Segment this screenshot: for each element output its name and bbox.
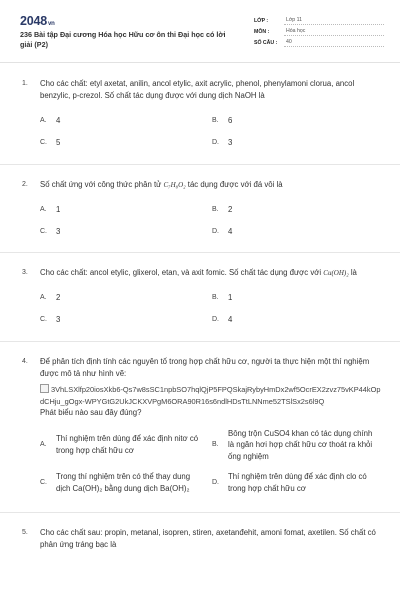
question-list	[0, 64, 400, 562]
choice-label: B.	[212, 294, 219, 302]
question-number: 1.	[22, 80, 28, 87]
quiz-title: 236 Bài tập Đại cương Hóa học Hữu cơ ôn thi Đại học có lời giải (P2)	[20, 30, 226, 49]
question-text: Cho các chất sau: propin, metanal, isopren, stiren, axetanđehit, amoni fomat, axetilen. Số chất có phản ứng tráng bạc là	[40, 527, 376, 550]
choice-label: C.	[40, 479, 47, 487]
choice-c[interactable]	[40, 309, 212, 331]
choice-label: B.	[212, 441, 219, 449]
question-2	[0, 165, 400, 253]
choice-text-before: Trong thí nghiệm trên có thể thay dung dịch	[56, 472, 191, 493]
choice-d[interactable]	[212, 464, 384, 502]
choice-b[interactable]	[212, 198, 384, 220]
choice-d[interactable]	[212, 132, 384, 154]
meta-count-row	[254, 37, 384, 48]
choice-c[interactable]	[40, 464, 212, 502]
choice-label: D.	[212, 227, 219, 235]
question-5	[0, 513, 400, 562]
question-text	[40, 179, 382, 191]
choice-list	[40, 287, 382, 331]
choice-b[interactable]	[212, 426, 384, 464]
choice-list	[40, 110, 382, 154]
choice-a[interactable]	[40, 287, 212, 309]
choice-d[interactable]	[212, 309, 384, 331]
choice-text-mid: bằng dung dịch	[104, 483, 158, 493]
choice-label: C.	[40, 227, 47, 235]
choice-text: 4	[228, 226, 233, 236]
image-alt-text: 3VhLSXlfp20iosXkb6-Qs7w8sSC1npbSO7hqlQjP5FPQSkajRybyHmDx2wf5OcrEX2zvz75vKP44kOpdCHju_gOgx-WPYGtG2UkJCKXVPgM6ORA90R16s6ndlHDsTtLNNme52TSlSx2s6l9Q	[40, 385, 381, 406]
question-text-before: Số chất ứng với công thức phân tử	[40, 179, 162, 189]
question-text: Để phân tích định tính các nguyên tố trong hợp chất hữu cơ, người ta thực hiện một thí nghiệm được mô tả như hình vẽ:	[40, 356, 370, 379]
choice-label: A.	[40, 294, 47, 302]
choice-label: B.	[212, 117, 219, 125]
choice-label: C.	[40, 139, 47, 147]
question-number: 5.	[22, 528, 28, 536]
question-text-after: tác dụng được với đá vôi là	[187, 179, 283, 189]
choice-text: 3	[56, 226, 61, 236]
meta-subject-row	[254, 26, 384, 37]
choice-d[interactable]	[212, 220, 384, 242]
meta-class-row	[254, 15, 384, 26]
meta-count-label: SỐ CÂU :	[254, 39, 278, 46]
choice-text: 4	[228, 315, 233, 325]
question-number: 4.	[22, 357, 28, 365]
meta-count-value: 40	[284, 39, 384, 47]
choice-label: D.	[212, 479, 219, 487]
quiz-meta	[254, 15, 384, 48]
question-text	[40, 267, 382, 279]
choice-label: A.	[40, 117, 47, 125]
choice-list	[40, 426, 382, 502]
choice-text: 3	[228, 138, 233, 148]
question-text: Cho các chất: etyl axetat, anilin, ancol etylic, axit acrylic, phenol, phenylamoni clorua, ancol benzylic, p-crezol. Số chất tác dụng được với dung dịch NaOH là	[40, 79, 355, 101]
choice-a[interactable]	[40, 426, 212, 464]
broken-image	[40, 384, 382, 407]
choice-text: 2	[56, 293, 61, 303]
choice-label: A.	[40, 205, 47, 213]
question-1	[0, 64, 400, 165]
site-logo[interactable]	[20, 14, 55, 28]
choice-label: C.	[40, 316, 47, 324]
choice-text: Thí nghiệm trên dùng để xác định nitơ có trong hợp chất hữu cơ	[56, 434, 199, 455]
choice-text: 3	[56, 315, 61, 325]
choice-label: D.	[212, 316, 219, 324]
quiz-header	[0, 0, 400, 63]
molecular-formula: C₇H₈O₂	[163, 180, 186, 189]
choice-list	[40, 198, 382, 242]
choice-label: D.	[212, 139, 219, 147]
meta-class-label: LỚP :	[254, 17, 269, 24]
choice-text: 1	[228, 293, 233, 303]
choice-text: Thí nghiệm trên dùng để xác định clo có trong hợp chất hữu cơ	[228, 472, 367, 493]
choice-b[interactable]	[212, 110, 384, 132]
choice-a[interactable]	[40, 198, 212, 220]
choice-text: 2	[228, 204, 233, 214]
question-text-before: Cho các chất: ancol etylic, glixerol, etan, và axit fomic. Số chất tác dụng được với	[40, 268, 322, 278]
meta-subject-label: MÔN :	[254, 28, 270, 35]
choice-text	[56, 471, 204, 494]
choice-a[interactable]	[40, 110, 212, 132]
broken-image-icon	[40, 384, 49, 393]
meta-class-value: Lớp 11	[284, 17, 384, 25]
choice-text: 5	[56, 138, 61, 148]
choice-label: B.	[212, 205, 219, 213]
chemical-formula: Cu(OH)₂	[323, 269, 349, 278]
question-number: 3.	[22, 269, 28, 277]
chemical-formula: Ba(OH)₂	[160, 483, 190, 493]
choice-text: Bông trộn CuSO4 khan có tác dụng chính là ngăn hơi hợp chất hữu cơ thoát ra khỏi ống nghiệm	[228, 428, 373, 461]
choice-c[interactable]	[40, 220, 212, 242]
question-3	[0, 253, 400, 341]
question-4	[0, 342, 400, 513]
meta-subject-value: Hóa học	[284, 28, 384, 36]
question-prompt: Phát biểu nào sau đây đúng?	[40, 408, 142, 418]
question-number: 2.	[22, 180, 28, 188]
choice-text: 6	[228, 116, 233, 126]
question-text-after: là	[350, 268, 357, 278]
logo-text: 2048	[20, 14, 48, 28]
chemical-formula: Ca(OH)₂	[72, 483, 103, 493]
choice-c[interactable]	[40, 132, 212, 154]
choice-label: A.	[40, 441, 47, 449]
choice-b[interactable]	[212, 287, 384, 309]
logo-suffix: vn	[48, 21, 55, 27]
choice-text: 4	[56, 116, 61, 126]
choice-text: 1	[56, 204, 61, 214]
